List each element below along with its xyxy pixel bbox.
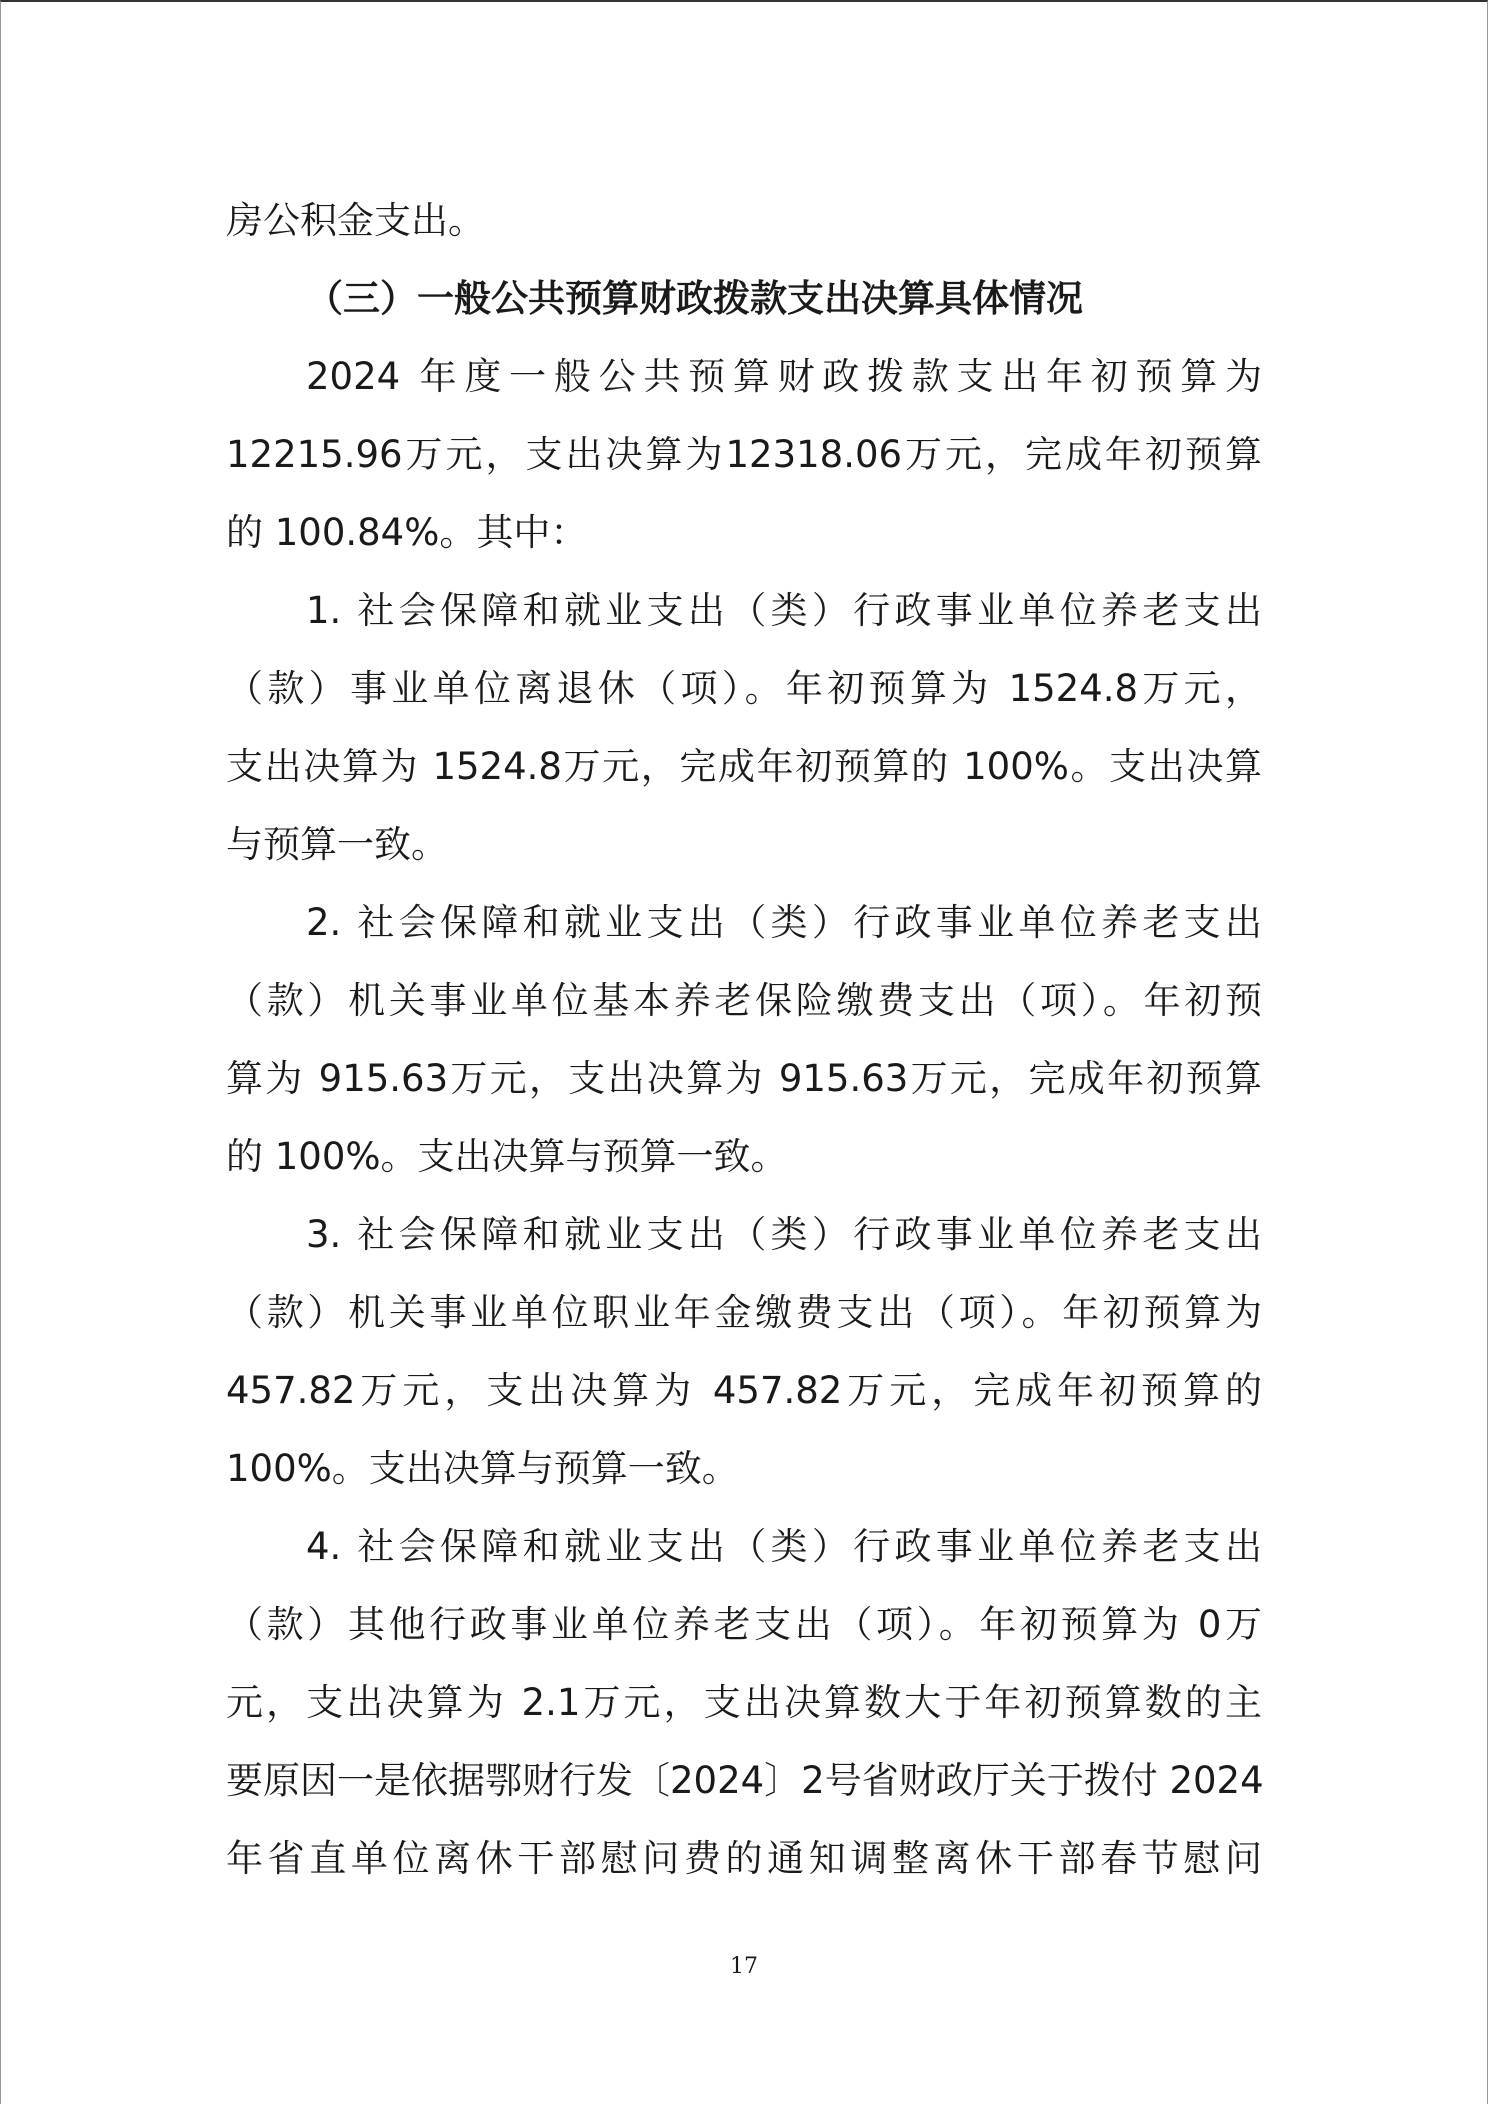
- text-line: 支出决算为 1524.8万元，完成年初预算的 100%。支出决算: [226, 745, 1262, 788]
- text-line: 457.82万元，支出决算为 457.82万元，完成年初预算的: [226, 1369, 1262, 1412]
- text-line: 1. 社会保障和就业支出（类）行政事业单位养老支出: [306, 589, 1262, 632]
- text-line: （款）机关事业单位职业年金缴费支出（项）。年初预算为: [226, 1291, 1262, 1334]
- text-line: 年省直单位离休干部慰问费的通知调整离休干部春节慰问: [226, 1837, 1262, 1880]
- text-line: 的 100%。支出决算与预算一致。: [226, 1135, 788, 1178]
- document-body: [226, 182, 1262, 1898]
- text-line: （款）其他行政事业单位养老支出（项）。年初预算为 0万: [226, 1603, 1262, 1646]
- text-line: 元，支出决算为 2.1万元，支出决算数大于年初预算数的主: [226, 1681, 1262, 1724]
- text-line: 2024 年度一般公共预算财政拨款支出年初预算为: [306, 355, 1262, 398]
- section-heading: （三）一般公共预算财政拨款支出决算具体情况: [306, 277, 1083, 320]
- text-line: 100%。支出决算与预算一致。: [226, 1447, 739, 1490]
- text-line: 2. 社会保障和就业支出（类）行政事业单位养老支出: [306, 901, 1262, 944]
- text-line: 的 100.84%。其中：: [226, 511, 588, 554]
- page-number: 17: [730, 1954, 758, 1979]
- text-line: 12215.96万元，支出决算为12318.06万元，完成年初预算: [226, 433, 1262, 476]
- text-line: （款）事业单位离退休（项）。年初预算为 1524.8万元，: [226, 667, 1262, 710]
- text-line: 房公积金支出。: [226, 199, 485, 242]
- text-line: 与预算一致。: [226, 823, 448, 866]
- text-line: 4. 社会保障和就业支出（类）行政事业单位养老支出: [306, 1525, 1262, 1568]
- text-line: 算为 915.63万元，支出决算为 915.63万元，完成年初预算: [226, 1057, 1262, 1100]
- text-line: （款）机关事业单位基本养老保险缴费支出（项）。年初预: [226, 979, 1262, 1022]
- text-line: 要原因一是依据鄂财行发〔2024〕2号省财政厅关于拨付 2024: [226, 1759, 1264, 1802]
- text-line: 3. 社会保障和就业支出（类）行政事业单位养老支出: [306, 1213, 1262, 1256]
